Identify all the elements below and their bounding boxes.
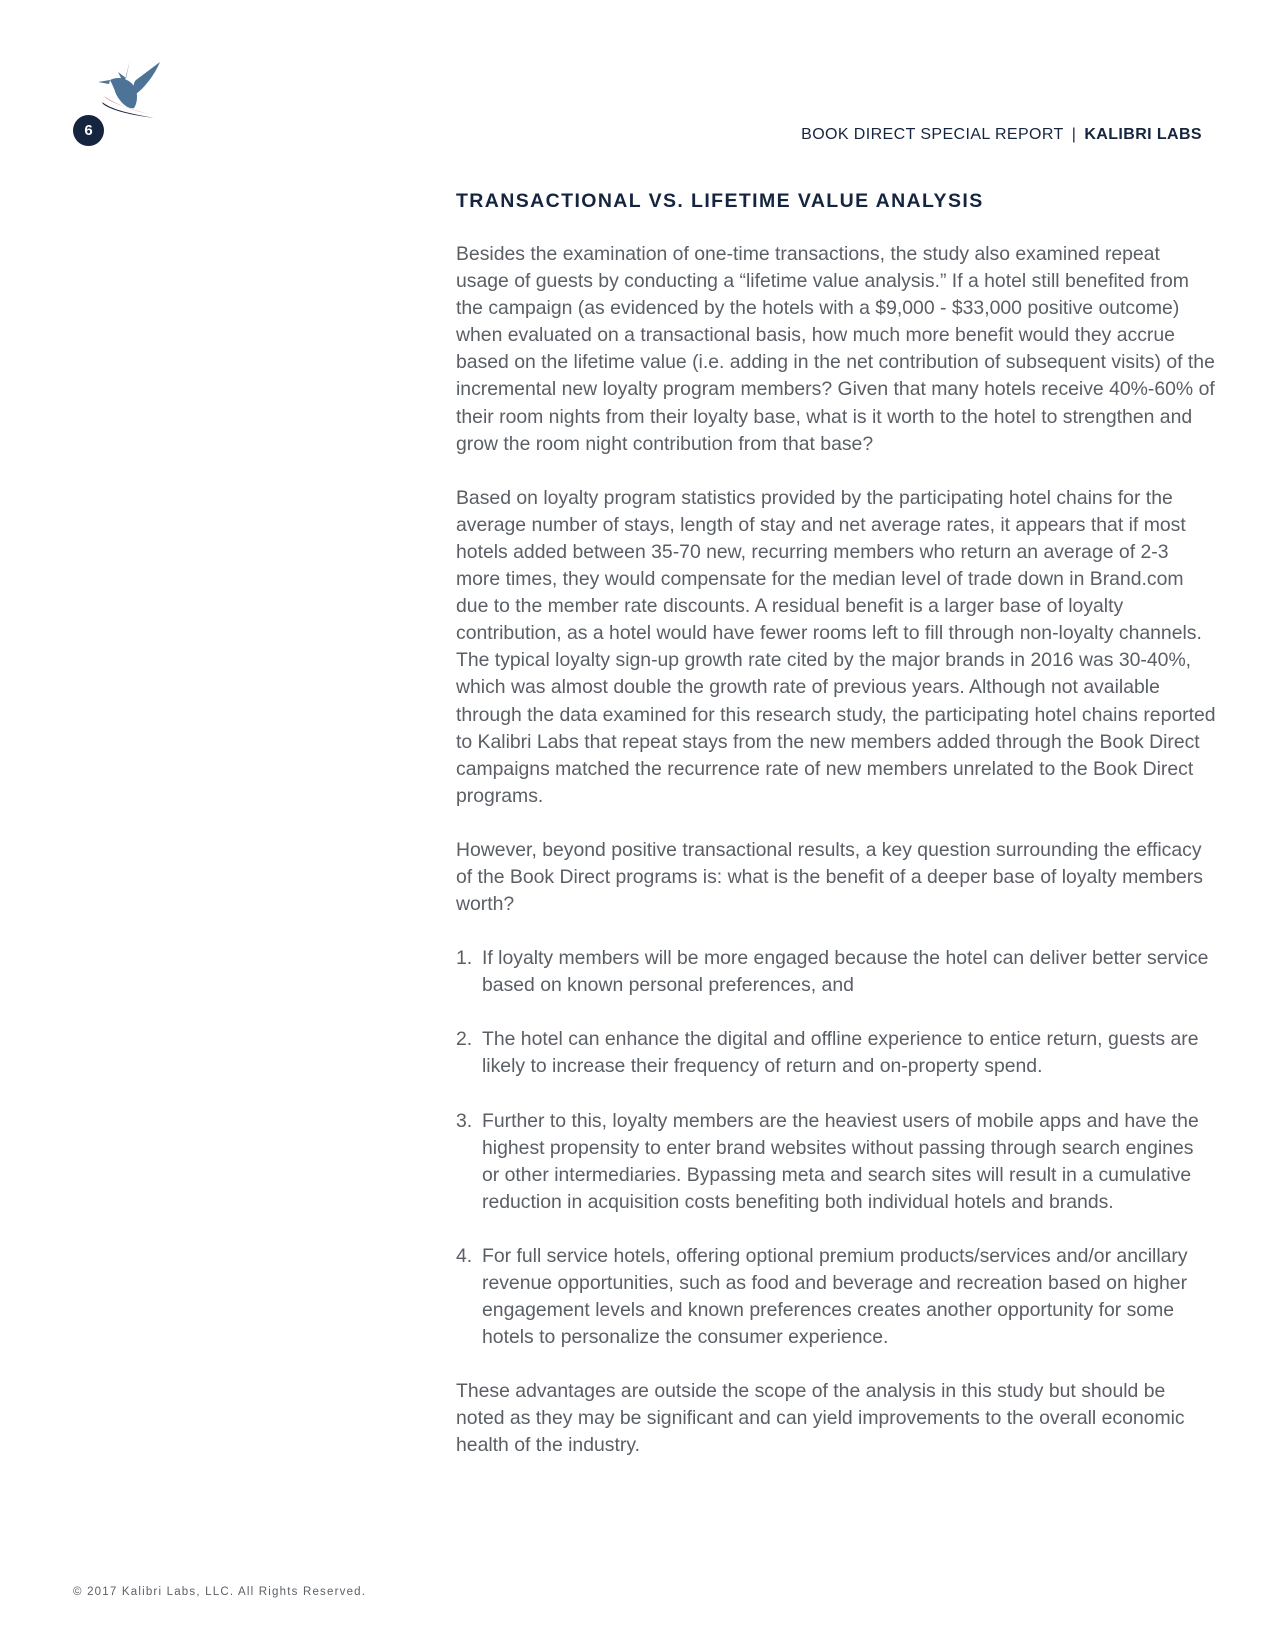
list-item-text: If loyalty members will be more engaged because the hotel can deliver better service based on known personal preferences, and [482,947,1209,997]
list-item [456,1108,1216,1216]
page-number-badge: 6 [73,115,104,146]
list-item-number: 3. [456,1109,473,1132]
paragraph: However, beyond positive transactional results, a key question surrounding the efficacy of the Book Direct programs is: what is the benefit of a deeper base of loyalty members worth? [456,838,1203,916]
list-item [456,1026,1216,1080]
list-item-number: 1. [456,947,473,970]
running-header [801,126,1202,144]
section-title: TRANSACTIONAL VS. LIFETIME VALUE ANALYSIS [456,190,984,212]
report-title: BOOK DIRECT SPECIAL REPORT [801,126,1064,143]
paragraph: Based on loyalty program statistics provided by the participating hotel chains for the average number of stays, length of stay and net average rates, it appears that if most hotels added between 35-70 new, recurring members who return an average of 2-3 more times, they would compensate for the median level of trade down in Brand.com due to the member rate discounts. A residual benefit is a larger base of loyalty contribution, as a hotel would have fewer rooms left to fill through non-loyalty channels. The typical loyalty sign-up growth rate cited by the major brands in 2016 was 30-40%, which was almost double the growth rate of previous years. Although not available through the data examined for this research study, the participating hotel chains reported to Kalibri Labs that repeat stays from the new members added through the Book Direct campaigns matched the recurrence rate of new members unrelated to the Book Direct programs. [456,486,1216,807]
brand-name: KALIBRI LABS [1084,126,1202,143]
list-item [456,945,1216,999]
list-item-number: 4. [456,1244,473,1267]
list-item-text: The hotel can enhance the digital and offline experience to entice return, guests are likely to increase their frequency of return and on-property spend. [482,1028,1199,1078]
list-item-text: For full service hotels, offering optional premium products/services and/or ancillary revenue opportunities, such as food and beverage and recreation based on higher engagement levels and known preferences creates another opportunity for some hotels to personalize the consumer experience. [482,1244,1188,1349]
list-item [456,1243,1216,1351]
header-separator: | [1071,126,1077,143]
list-item-text: Further to this, loyalty members are the heaviest users of mobile apps and have the highest propensity to enter brand websites without passing through search engines or other intermediaries. Bypassing meta and search sites will result in a cumulative reduction in acquisition costs benefiting both individual hotels and brands. [482,1109,1199,1213]
hummingbird-logo-icon [98,58,160,120]
numbered-list [456,945,1216,1351]
main-content [456,190,1216,1487]
paragraph: Besides the examination of one-time transactions, the study also examined repeat usage of guests by conducting a “lifetime value analysis.” If a hotel still benefited from the campaign (as evidenced by the hotels with a $9,000 - $33,000 positive outcome) when evaluated on a transactional basis, how much more benefit would they accrue based on the lifetime value (i.e. adding in the net contribution of subsequent visits) of the incremental new loyalty program members? Given that many hotels receive 40%-60% of their room nights from their loyalty base, what is it worth to the hotel to strengthen and grow the room night contribution from that base? [456,243,1215,455]
closing-paragraph: These advantages are outside the scope of the analysis in this study but should be noted as they may be significant and can yield improvements to the overall economic health of the industry. [456,1380,1185,1457]
copyright-notice: © 2017 Kalibri Labs, LLC. All Rights Reserved. [73,1586,367,1598]
list-item-number: 2. [456,1028,473,1051]
